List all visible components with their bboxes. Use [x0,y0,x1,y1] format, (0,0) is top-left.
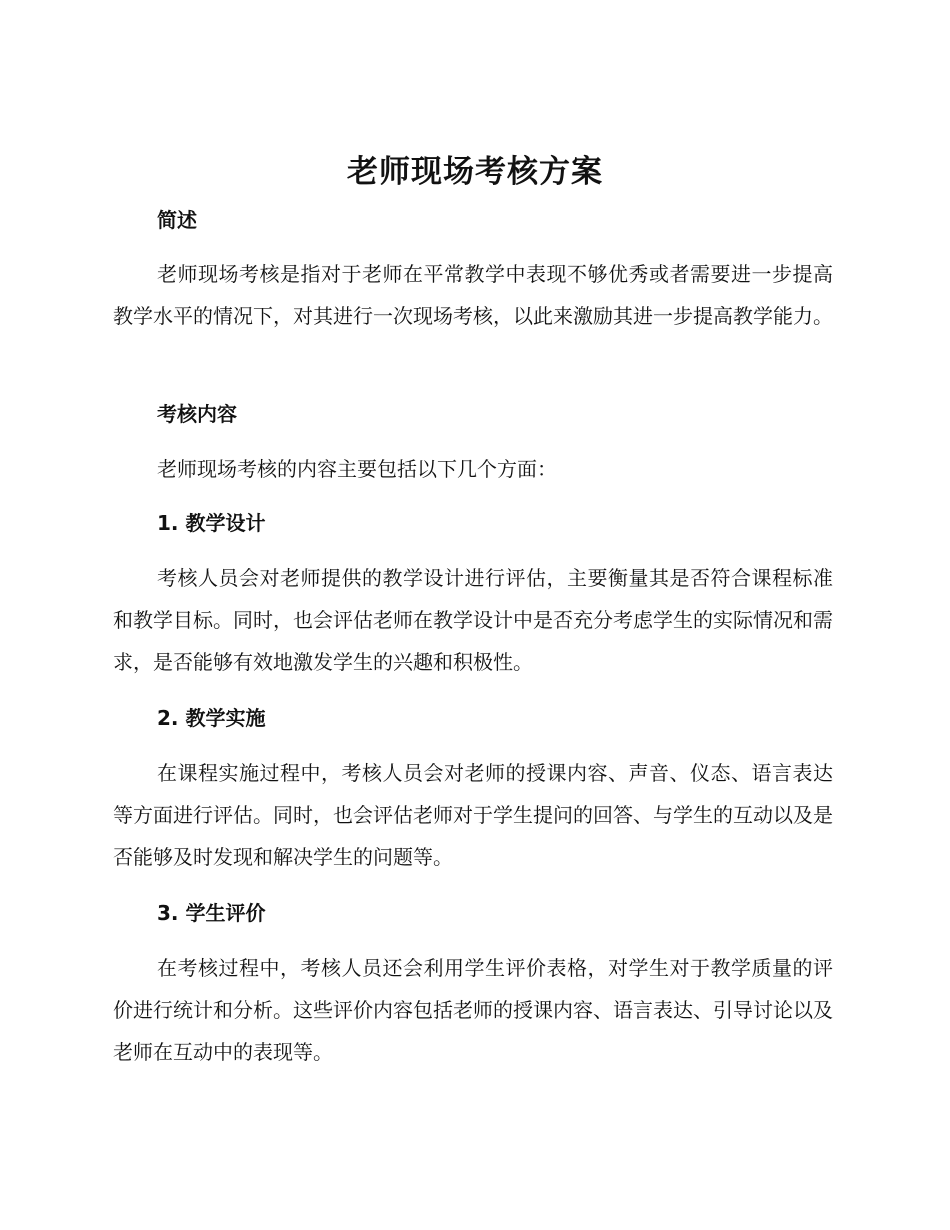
section-heading-content: 考核内容 [157,402,237,426]
section-heading-overview: 简述 [157,208,197,232]
section-paragraph-teaching-design: 考核人员会对老师提供的教学设计进行评估，主要衡量其是否符合课程标准和教学目标。同时，也会评估老师在教学设计中是否充分考虑学生的实际情况和需求，是否能够有效地激发学生的兴趣和积极性。 [113,566,833,674]
section-paragraph-content: 老师现场考核的内容主要包括以下几个方面： [157,457,557,481]
section-paragraph-student-evaluation: 在考核过程中，考核人员还会利用学生评价表格，对学生对于教学质量的评价进行统计和分析。这些评价内容包括老师的授课内容、语言表达、引导讨论以及老师在互动中的表现等。 [113,956,833,1064]
section-heading-teaching-design: 1. 教学设计 [157,511,266,535]
section-heading-student-evaluation: 3. 学生评价 [157,901,266,925]
section-heading-teaching-implementation: 2. 教学实施 [157,706,266,730]
section-paragraph-teaching-implementation: 在课程实施过程中，考核人员会对老师的授课内容、声音、仪态、语言表达等方面进行评估。同时，也会评估老师对于学生提问的回答、与学生的互动以及是否能够及时发现和解决学生的问题等。 [113,761,833,869]
document-title: 老师现场考核方案 [347,154,603,190]
section-paragraph-overview: 老师现场考核是指对于老师在平常教学中表现不够优秀或者需要进一步提高教学水平的情况下，对其进行一次现场考核，以此来激励其进一步提高教学能力。 [113,262,833,328]
